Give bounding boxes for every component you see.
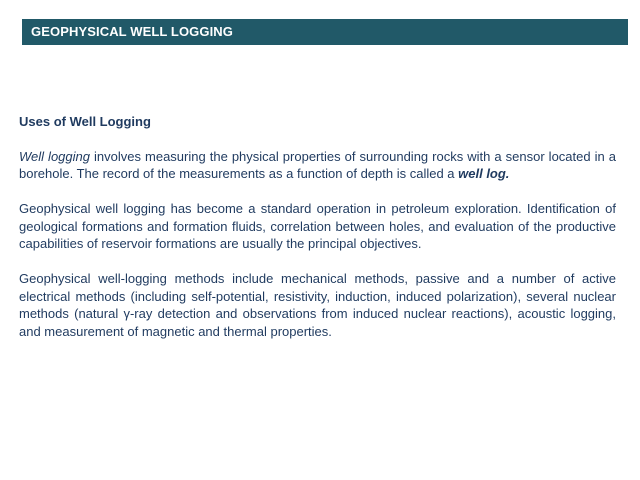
paragraph-definition bbox=[19, 148, 616, 183]
paragraph-logging-methods: Geophysical well-logging methods include mechanical methods, passive and a number of active electrical methods (including self-potential, resistivity, induction, induced polarization), several nuclear methods (natural γ-ray detection and observations from induced nuclear reactions), acoustic logging, and measurement of magnetic and thermal properties. bbox=[19, 271, 616, 339]
section-heading: Uses of Well Logging bbox=[19, 114, 151, 129]
term-well-logging: Well logging bbox=[19, 148, 90, 164]
slide-title: GEOPHYSICAL WELL LOGGING bbox=[31, 24, 233, 39]
term-well-log: well log. bbox=[458, 166, 510, 181]
slide-title-bar bbox=[22, 19, 628, 45]
slide-content bbox=[19, 113, 616, 358]
paragraph-petroleum-exploration: Geophysical well logging has become a standard operation in petroleum exploration. Identification of geological formations and formation fluids, correlation between holes, and evaluation of the productive capabilities of reservoir formations are usually the principal objectives. bbox=[19, 201, 616, 251]
paragraph-definition-text: involves measuring the physical properties of surrounding rocks with a sensor located in a borehole. The record of the measurements as a function of depth is called a bbox=[19, 148, 616, 181]
